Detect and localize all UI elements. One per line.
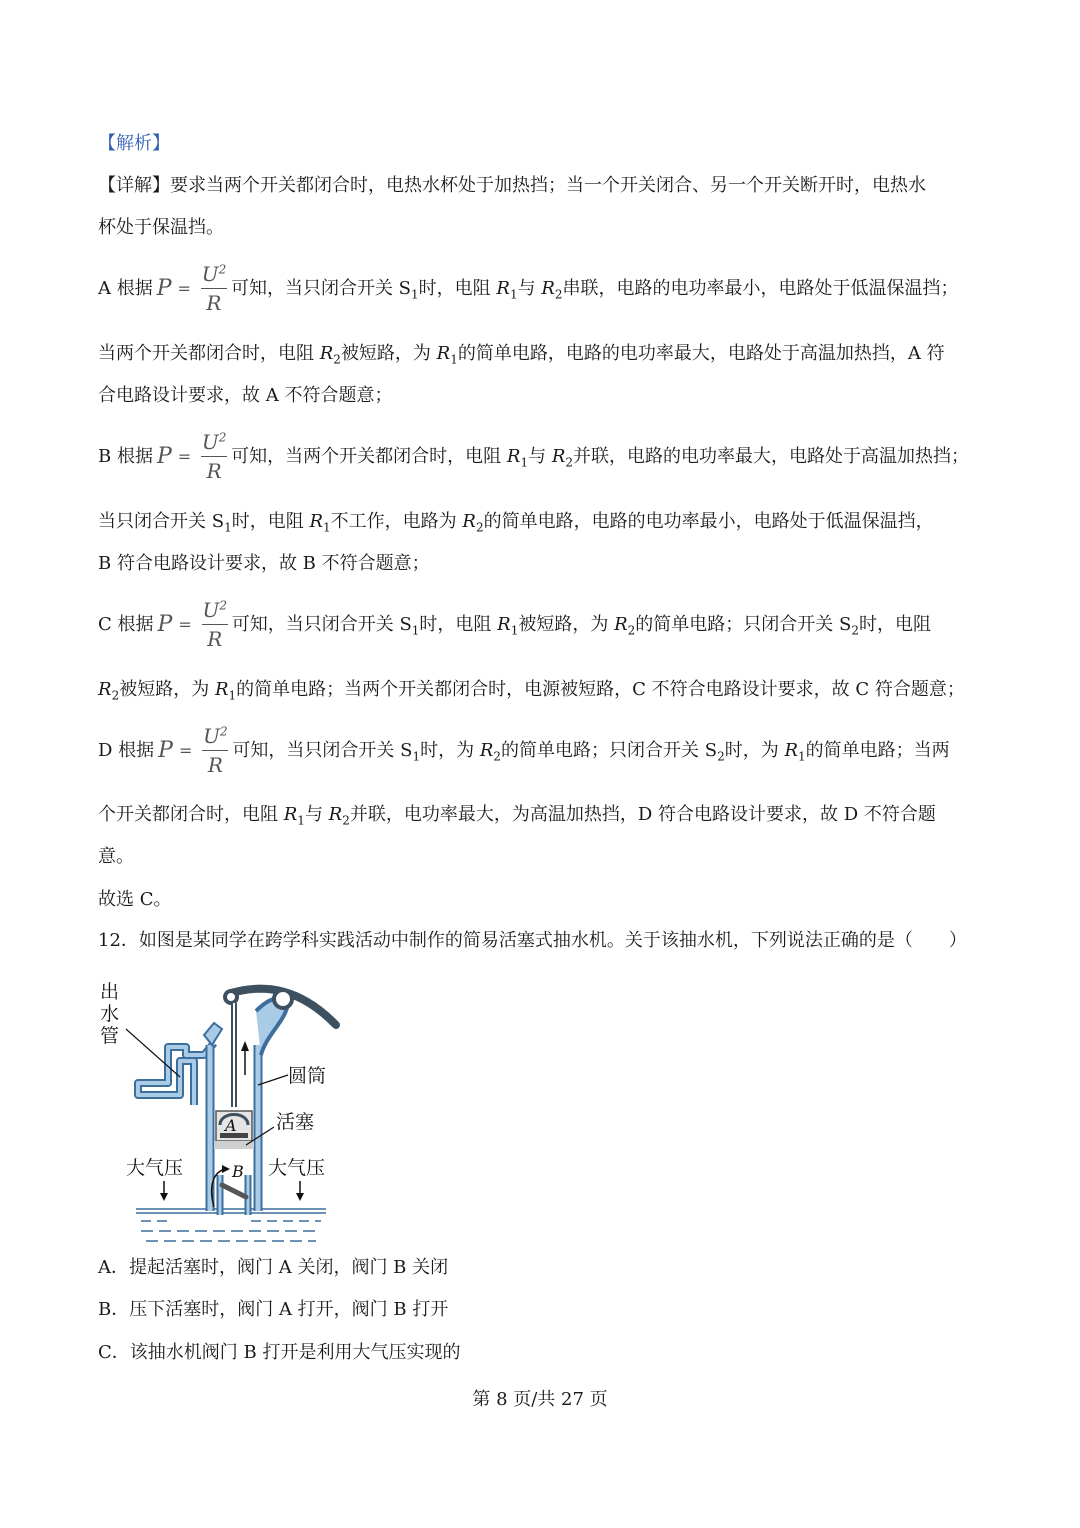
question-12: 12．如图是某同学在跨学科实践活动中制作的简易活塞式抽水机。关于该抽水机，下列说法正确的是（ ）: [98, 930, 967, 951]
option-d-line-3: 意。: [98, 846, 134, 867]
outlet-pipe-label: 出 水 管: [100, 981, 120, 1047]
option-b-line-2: 当只闭合开关 $S_1$时，电阻 $R_1$不工作，电路为 $R_2$的简单电路，电路的电功率最小，电路处于低温保温挡，: [98, 511, 934, 535]
formula-fraction: $\frac{U^2}{R}$: [203, 724, 228, 777]
atm-pressure-left-label: 大气压: [126, 1157, 184, 1179]
option-b-line-1: B 根据 P = $\frac{U^2}{R}$ 可知，当两个开关都闭合时，电阻 $R_1$与 $R_2$并联，电路的电功率最大，电路处于高温加热挡；: [98, 430, 970, 483]
detail-tag: 【详解】: [98, 175, 170, 196]
atm-pressure-right-label: 大气压: [268, 1157, 326, 1179]
option-c-line-1: C 根据 P = $\frac{U^2}{R}$ 可知，当只闭合开关 $S_1$时，电阻 $R_1$被短路，为 $R_2$的简单电路；只闭合开关 $S_2$时，电阻: [98, 598, 931, 651]
formula-fraction: $\frac{U^2}{R}$: [201, 262, 227, 315]
option-d-line-1: D 根据 P = $\frac{U^2}{R}$ 可知，当只闭合开关 $S_1$时，为 $R_2$的简单电路；只闭合开关 $S_2$时，为 $R_1$的简单电路；当两: [98, 724, 950, 777]
option-a-line-2: 当两个开关都闭合时，电阻 $R_2$被短路，为 $R_1$的简单电路，电路的电功率最大，电路处于高温加热挡，A 符: [98, 343, 945, 367]
option-b-line-3: B 符合电路设计要求，故 B 不符合题意；: [98, 553, 430, 574]
choice-a: A．提起活塞时，阀门 A 关闭，阀门 B 关闭: [98, 1257, 449, 1278]
option-a-line-1: A 根据 P = $\frac{U^2}{R}$ 可知，当只闭合开关 $S_1$时，电阻 $R_1$与 $R_2$串联，电路的电功率最小，电路处于低温保温挡；: [98, 262, 959, 315]
choice-b: B．压下活塞时，阀门 A 打开，阀门 B 打开: [98, 1299, 449, 1320]
option-d-line-2: 个开关都闭合时，电阻 $R_1$与 $R_2$并联，电功率最大，为高温加热挡，D 符合电路设计要求，故 D 不符合题: [98, 804, 936, 828]
choice-c: C．该抽水机阀门 B 打开是利用大气压实现的: [98, 1342, 461, 1363]
formula-fraction: $\frac{U^2}{R}$: [202, 598, 227, 651]
pump-diagram: [96, 975, 356, 1250]
section-title: 【解析】: [98, 133, 170, 154]
option-a-line-3: 合电路设计要求，故 A 不符合题意；: [98, 385, 393, 406]
cylinder-label: 圆筒: [288, 1065, 327, 1087]
piston-label: 活塞: [276, 1111, 315, 1133]
valve-a-label: A: [225, 1116, 237, 1135]
option-c-line-2: $R_2$被短路，为 $R_1$的简单电路；当两个开关都闭合时，电源被短路，C 不符合电路设计要求，故 C 符合题意；: [98, 679, 965, 703]
formula-fraction: $\frac{U^2}{R}$: [201, 430, 227, 483]
page-footer: 第 8 页/共 27 页: [472, 1389, 608, 1410]
valve-b-label: B: [232, 1162, 244, 1181]
detail-paragraph-line-1: 【详解】要求当两个开关都闭合时，电热水杯处于加热挡；当一个开关闭合、另一个开关断开时，电热水: [98, 175, 926, 196]
answer-line: 故选 C。: [98, 889, 172, 910]
detail-paragraph-line-2: 杯处于保温挡。: [98, 217, 224, 238]
pump-figure: [96, 975, 356, 1250]
formula-lhs: P: [156, 275, 172, 301]
